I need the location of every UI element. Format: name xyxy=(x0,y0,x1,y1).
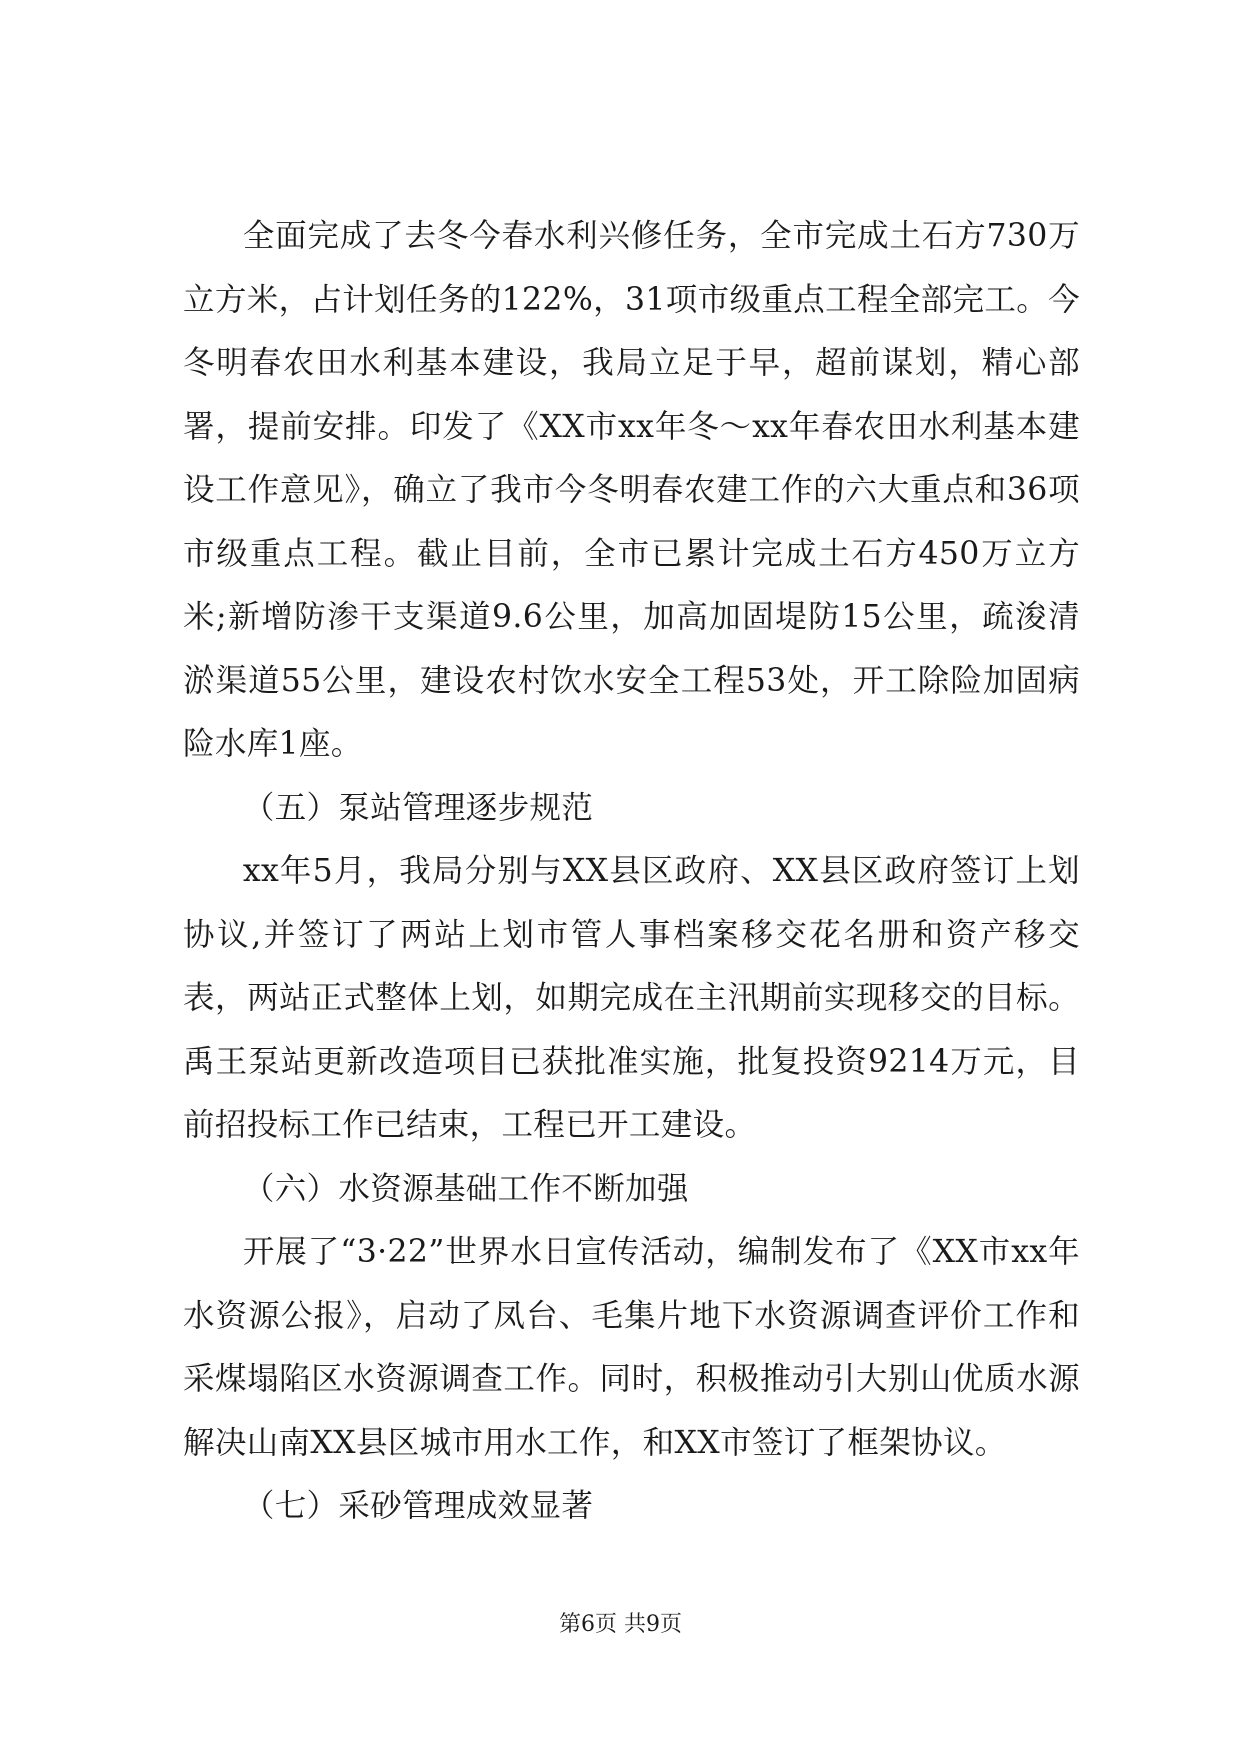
page-number-label: 第6页 共9页 xyxy=(559,1612,682,1637)
section-heading-water-resources: （六）水资源基础工作不断加强 xyxy=(242,1170,689,1207)
section-heading-pump-station: （五）泵站管理逐步规范 xyxy=(242,789,594,826)
document-body xyxy=(183,205,1080,1539)
page-footer xyxy=(0,1610,1241,1640)
paragraph-water-resources: 开展了“3·22”世界水日宣传活动，编制发布了《XX市xx年水资源公报》，启动了凤台、毛集片地下水资源调查评价工作和采煤塌陷区水资源调查工作。同时，积极推动引大别山优质水源解决山南XX县区城市用水工作，和XX市签订了框架协议。 xyxy=(183,1234,1080,1461)
paragraph-water-conservancy: 全面完成了去冬今春水利兴修任务，全市完成土石方730万立方米，占计划任务的122%，31项市级重点工程全部完工。今冬明春农田水利基本建设，我局立足于早，超前谋划，精心部署，提前安排。印发了《XX市xx年冬～xx年春农田水利基本建设工作意见》，确立了我市今冬明春农建工作的六大重点和36项市级重点工程。截止目前，全市已累计完成土石方450万立方米;新增防渗干支渠道9.6公里，加高加固堤防15公里，疏浚清淤渠道55公里，建设农村饮水安全工程53处，开工除险加固病险水库1座。 xyxy=(183,218,1080,762)
section-heading-sand-mining: （七）采砂管理成效显著 xyxy=(242,1488,594,1524)
paragraph-pump-station: xx年5月，我局分别与XX县区政府、XX县区政府签订上划协议,并签订了两站上划市管人事档案移交花名册和资产移交表，两站正式整体上划，如期完成在主汛期前实现移交的目标。禹王泵站更新改造项目已获批准实施，批复投资9214万元，目前招投标工作已结束，工程已开工建设。 xyxy=(183,853,1080,1143)
